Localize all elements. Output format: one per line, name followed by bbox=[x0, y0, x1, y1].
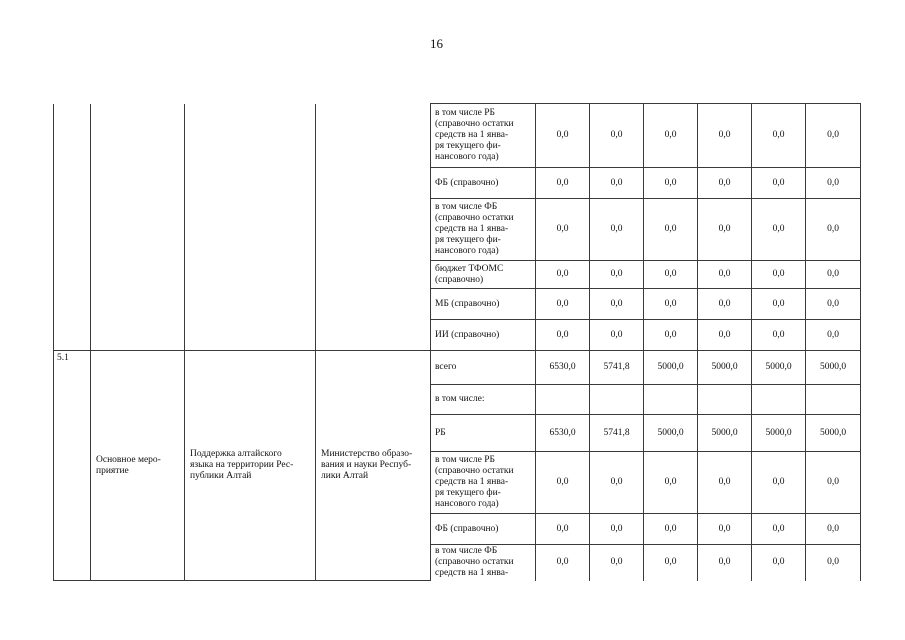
funding-source-cell bbox=[431, 320, 536, 351]
text-line: языка на территории Рес- bbox=[190, 460, 294, 470]
value-cell: 0,0 bbox=[536, 452, 590, 514]
text-line: ИИ (справочно) bbox=[435, 329, 500, 340]
text-line: приятие bbox=[96, 465, 129, 476]
value-cell: 0,0 bbox=[698, 168, 752, 199]
text-line: ря текущего фи- bbox=[435, 235, 501, 245]
value-cell: 0,0 bbox=[590, 168, 644, 199]
text-line: ря текущего фи- bbox=[435, 488, 501, 498]
value-cell: 0,0 bbox=[536, 289, 590, 320]
text-line: (справочно остатки bbox=[435, 557, 514, 568]
item-name-cell bbox=[185, 104, 316, 351]
value-cell: 5000,0 bbox=[806, 415, 861, 452]
text-line: Министерство образо- bbox=[321, 449, 413, 459]
text-line: в том числе РБ bbox=[435, 108, 495, 118]
text-line: (справочно) bbox=[435, 274, 484, 285]
funding-source-cell bbox=[431, 104, 536, 168]
funding-source-cell bbox=[431, 168, 536, 199]
text-line: РБ bbox=[435, 427, 446, 438]
budget-table bbox=[53, 103, 861, 581]
funding-source-cell bbox=[431, 415, 536, 452]
value-cell: 0,0 bbox=[590, 545, 644, 581]
value-cell: 5000,0 bbox=[698, 351, 752, 385]
value-cell: 0,0 bbox=[590, 104, 644, 168]
value-cell: 5741,8 bbox=[590, 351, 644, 385]
text-line: (справочно остатки bbox=[435, 213, 514, 223]
item-number-cell bbox=[54, 104, 91, 351]
item-number-cell: 5.1 bbox=[54, 351, 91, 581]
value-cell: 0,0 bbox=[590, 199, 644, 261]
text-line: Поддержка алтайского bbox=[190, 449, 282, 459]
text-line: в том числе: bbox=[435, 394, 485, 404]
value-cell: 0,0 bbox=[644, 452, 698, 514]
value-cell: 0,0 bbox=[644, 168, 698, 199]
value-cell: 0,0 bbox=[590, 289, 644, 320]
text-line: в том числе ФБ bbox=[435, 202, 498, 212]
value-cell: 5000,0 bbox=[752, 351, 806, 385]
text-line: средств на 1 янва- bbox=[435, 224, 509, 234]
value-cell: 0,0 bbox=[698, 452, 752, 514]
text-line: нансового года) bbox=[435, 152, 499, 162]
executor-cell bbox=[316, 104, 431, 351]
executor-cell bbox=[316, 351, 431, 581]
funding-source-cell bbox=[431, 199, 536, 261]
value-cell: 0,0 bbox=[752, 320, 806, 351]
text-line: Основное меро- bbox=[96, 454, 161, 465]
value-cell: 0,0 bbox=[536, 514, 590, 545]
value-cell: 0,0 bbox=[590, 320, 644, 351]
value-cell: 0,0 bbox=[644, 261, 698, 289]
value-cell: 0,0 bbox=[590, 261, 644, 289]
text-line: средств на 1 янва- bbox=[435, 477, 509, 487]
value-cell: 0,0 bbox=[644, 199, 698, 261]
value-cell: 0,0 bbox=[752, 545, 806, 581]
value-cell: 0,0 bbox=[536, 104, 590, 168]
text-line: МБ (справочно) bbox=[435, 298, 500, 309]
value-cell: 0,0 bbox=[806, 168, 861, 199]
value-cell: 0,0 bbox=[698, 545, 752, 581]
value-cell: 0,0 bbox=[698, 514, 752, 545]
funding-source-cell bbox=[431, 545, 536, 581]
value-cell bbox=[536, 385, 590, 415]
text-line: (справочно остатки bbox=[435, 466, 514, 476]
value-cell: 0,0 bbox=[698, 104, 752, 168]
value-cell: 0,0 bbox=[806, 545, 861, 581]
value-cell: 0,0 bbox=[806, 261, 861, 289]
value-cell: 0,0 bbox=[752, 289, 806, 320]
page-number: 16 bbox=[430, 36, 443, 51]
funding-source-cell bbox=[431, 351, 536, 385]
value-cell: 0,0 bbox=[806, 514, 861, 545]
item-name-cell bbox=[185, 351, 316, 581]
text-line: ФБ (справочно) bbox=[435, 177, 499, 188]
value-cell: 5000,0 bbox=[752, 415, 806, 452]
value-cell: 0,0 bbox=[806, 289, 861, 320]
value-cell: 0,0 bbox=[752, 452, 806, 514]
value-cell: 0,0 bbox=[536, 168, 590, 199]
value-cell: 0,0 bbox=[806, 199, 861, 261]
value-cell bbox=[752, 385, 806, 415]
value-cell: 0,0 bbox=[536, 261, 590, 289]
text-line: бюджет ТФОМС bbox=[435, 263, 504, 274]
text-line: в том числе ФБ bbox=[435, 546, 498, 557]
text-line: всего bbox=[435, 362, 457, 372]
value-cell: 0,0 bbox=[752, 168, 806, 199]
text-line: ФБ (справочно) bbox=[435, 523, 499, 534]
text-line: вания и науки Респуб- bbox=[321, 460, 412, 470]
value-cell: 0,0 bbox=[806, 452, 861, 514]
value-cell: 5000,0 bbox=[644, 351, 698, 385]
value-cell: 5000,0 bbox=[806, 351, 861, 385]
value-cell: 0,0 bbox=[698, 289, 752, 320]
value-cell: 0,0 bbox=[644, 104, 698, 168]
item-type-cell bbox=[91, 351, 185, 581]
value-cell: 0,0 bbox=[698, 199, 752, 261]
funding-source-cell bbox=[431, 261, 536, 289]
text-line: публики Алтай bbox=[190, 471, 252, 481]
text-line: ря текущего фи- bbox=[435, 141, 501, 151]
value-cell: 6530,0 bbox=[536, 351, 590, 385]
value-cell bbox=[698, 385, 752, 415]
value-cell: 5000,0 bbox=[698, 415, 752, 452]
value-cell bbox=[644, 385, 698, 415]
value-cell: 0,0 bbox=[752, 514, 806, 545]
text-line: средств на 1 янва- bbox=[435, 568, 509, 579]
table-row bbox=[54, 351, 861, 385]
value-cell: 0,0 bbox=[590, 514, 644, 545]
funding-source-cell bbox=[431, 289, 536, 320]
value-cell: 0,0 bbox=[698, 261, 752, 289]
value-cell bbox=[806, 385, 861, 415]
value-cell bbox=[590, 385, 644, 415]
funding-source-cell bbox=[431, 452, 536, 514]
value-cell: 0,0 bbox=[644, 545, 698, 581]
value-cell: 0,0 bbox=[752, 199, 806, 261]
value-cell: 0,0 bbox=[698, 320, 752, 351]
value-cell: 0,0 bbox=[644, 514, 698, 545]
value-cell: 0,0 bbox=[806, 320, 861, 351]
text-line: нансового года) bbox=[435, 499, 499, 509]
value-cell: 5741,8 bbox=[590, 415, 644, 452]
value-cell: 0,0 bbox=[806, 104, 861, 168]
value-cell: 0,0 bbox=[536, 199, 590, 261]
value-cell: 6530,0 bbox=[536, 415, 590, 452]
value-cell: 0,0 bbox=[536, 545, 590, 581]
text-line: нансового года) bbox=[435, 246, 499, 256]
text-line: в том числе РБ bbox=[435, 455, 495, 465]
text-line: (справочно остатки bbox=[435, 119, 514, 129]
text-line: средств на 1 янва- bbox=[435, 130, 509, 140]
table-row bbox=[54, 104, 861, 168]
funding-source-cell bbox=[431, 385, 536, 415]
value-cell: 0,0 bbox=[536, 320, 590, 351]
value-cell: 0,0 bbox=[752, 104, 806, 168]
value-cell: 0,0 bbox=[590, 452, 644, 514]
value-cell: 0,0 bbox=[644, 320, 698, 351]
table-body bbox=[54, 104, 861, 581]
text-line: лики Алтай bbox=[321, 471, 369, 481]
value-cell: 0,0 bbox=[752, 261, 806, 289]
funding-source-cell bbox=[431, 514, 536, 545]
value-cell: 0,0 bbox=[644, 289, 698, 320]
item-type-cell bbox=[91, 104, 185, 351]
value-cell: 5000,0 bbox=[644, 415, 698, 452]
